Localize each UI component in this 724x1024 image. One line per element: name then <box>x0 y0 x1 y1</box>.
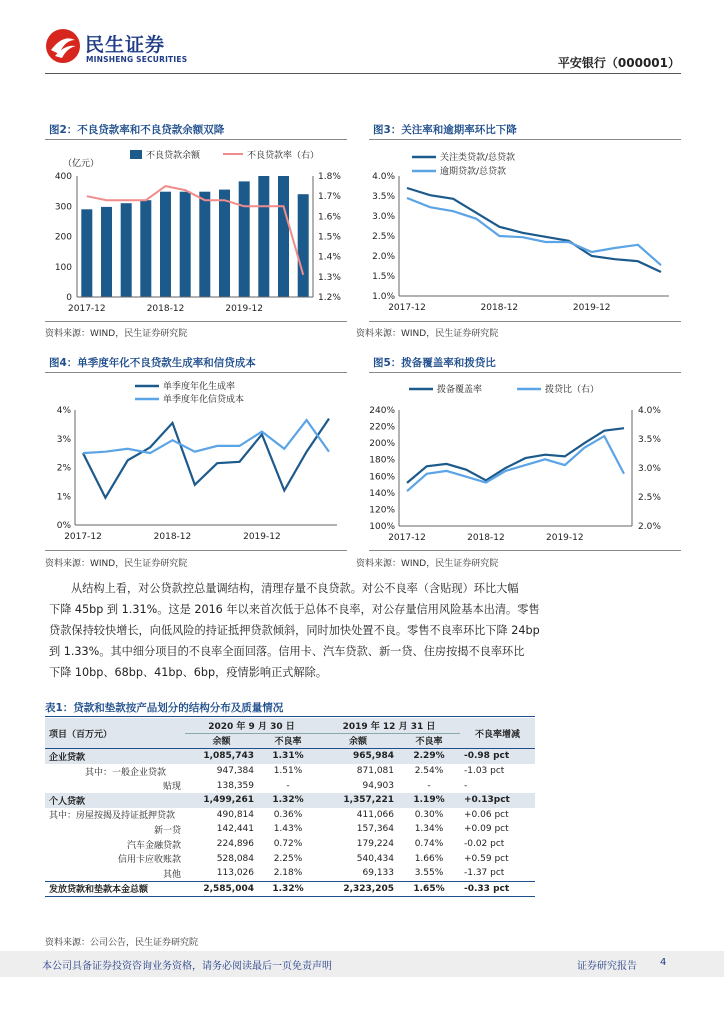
fig5-bottom-rule <box>369 550 681 551</box>
table-cell-item: 企业贷款 <box>49 752 86 763</box>
legend-label: 拨备覆盖率 <box>437 385 483 395</box>
table-cell-npl2: 0.74% <box>414 839 444 850</box>
y-left-tick-label: 400 <box>54 172 72 182</box>
y-right-tick-label: 1.3% <box>318 272 341 283</box>
header-change: 不良率增减 <box>474 729 520 740</box>
stock-name-code: 平安银行（000001） <box>557 56 680 70</box>
table-cell-bal1: 1,499,261 <box>203 795 254 806</box>
x-tick-label: 2019-12 <box>225 304 263 314</box>
fig2-chart <box>45 140 355 318</box>
footer-report-type: 证券研究报告 <box>577 961 637 972</box>
y-right-tick-label: 1.2% <box>318 293 341 303</box>
y-tick-label: 3% <box>56 434 71 445</box>
table-cell-npl2: 1.65% <box>413 883 445 894</box>
table-cell-bal1: 142,441 <box>216 824 254 835</box>
fig2-bar <box>239 181 250 297</box>
y-tick-label: 2.0% <box>372 252 395 262</box>
brand-logo <box>45 26 195 70</box>
table-cell-npl1: 1.43% <box>273 824 303 835</box>
y-right-tick-label: 3.5% <box>638 435 661 445</box>
y-right-tick-label: 1.8% <box>318 172 341 182</box>
y-tick-label: 0% <box>56 521 71 531</box>
fig2-title: 图2：不良贷款率和不良贷款余额双降 <box>49 124 225 136</box>
table-cell-chg: +0.09 pct <box>464 824 509 835</box>
table-cell-bal1: 947,384 <box>216 766 254 777</box>
table-title: 表1：贷款和垫款按产品划分的结构分布及质量情况 <box>45 702 284 714</box>
header-divider <box>45 73 681 74</box>
x-tick-label: 2018-12 <box>153 532 192 542</box>
table-cell-npl1: 1.31% <box>272 751 304 762</box>
y-left-tick-label: 240% <box>369 406 395 416</box>
fig4-series-line-1 <box>83 420 329 453</box>
fig3-chart <box>357 140 681 318</box>
y-tick-label: 1.5% <box>372 272 395 282</box>
y-right-tick-label: 2.0% <box>638 522 661 532</box>
table-header-row <box>45 718 535 733</box>
header-period1: 2020 年 9 月 30 日 <box>185 718 318 733</box>
table-cell-item: 信用卡应收账款 <box>117 855 181 866</box>
table-cell-bal1: 224,896 <box>216 839 254 850</box>
table-row <box>45 793 535 808</box>
paragraph-line: 下降 45bp 到 1.31%。这是 2016 年以来首次低于总体不良率，对公存量信用风险基本出清。零售 <box>49 603 540 616</box>
x-tick-label: 2017-12 <box>68 304 106 314</box>
loan-quality-table <box>45 718 535 897</box>
table-cell-npl2: 2.54% <box>414 766 444 777</box>
y-tick-label: 2% <box>56 463 71 474</box>
fig3-series-line-0 <box>407 188 661 272</box>
x-tick-label: 2017-12 <box>64 532 102 542</box>
fig5-title: 图5：拨备覆盖率和拨贷比 <box>373 357 496 369</box>
table-title-rule <box>45 716 535 717</box>
table-cell-npl1: 0.72% <box>273 839 303 850</box>
logo-text-cn: 民生证券 <box>85 34 166 56</box>
table-cell-bal2: 1,357,221 <box>343 795 394 806</box>
table-cell-bal2: 94,903 <box>362 780 394 791</box>
table-cell-bal2: 965,984 <box>353 751 394 762</box>
y-left-tick-label: 180% <box>369 455 395 466</box>
y-left-tick-label: 300 <box>54 202 72 213</box>
table-cell-chg: -1.37 pct <box>464 868 505 879</box>
fig4-series-line-0 <box>83 419 329 498</box>
table-cell-bal1: 528,084 <box>216 853 254 864</box>
page-footer <box>0 951 724 977</box>
fig3-source: 资料来源：WIND，民生证券研究院 <box>356 329 499 339</box>
sub-balance1: 余额 <box>212 737 231 748</box>
fig2-npl-rate-line <box>87 186 303 275</box>
y-tick-label: 4% <box>56 406 71 416</box>
legend-label: 单季度年化信贷成本 <box>163 395 245 405</box>
sub-npl2: 不良率 <box>415 737 443 748</box>
table-cell-npl2: 1.66% <box>414 853 444 864</box>
fig4-title: 图4：单季度年化不良贷款生成率和信贷成本 <box>49 357 256 369</box>
table-row <box>45 881 535 897</box>
fig5-series-line-0 <box>407 428 624 483</box>
table-cell-item: 新一贷 <box>153 825 181 836</box>
sub-balance2: 余额 <box>348 737 367 748</box>
y-right-tick-label: 1.4% <box>318 252 341 263</box>
footer-page-number: 4 <box>660 957 667 968</box>
fig2-bar <box>81 209 92 297</box>
y-right-tick-label: 3.0% <box>638 464 661 474</box>
table-cell-bal2: 411,066 <box>356 809 394 820</box>
y-right-tick-label: 1.7% <box>318 192 341 203</box>
table-cell-npl1: - <box>286 780 290 791</box>
header-item: 项目（百万元） <box>49 729 113 740</box>
y-right-tick-label: 4.0% <box>638 406 661 416</box>
fig2-bar <box>199 192 210 297</box>
y-right-tick-label: 2.5% <box>638 493 661 503</box>
fig2-unit-label: （亿元） <box>63 159 100 169</box>
table-cell-npl2: 2.29% <box>413 751 445 762</box>
footer-disclaimer: 本公司具备证券投资咨询业务资格，请务必阅读最后一页免责声明 <box>42 961 332 972</box>
y-right-tick-label: 1.5% <box>318 232 341 243</box>
table-cell-chg: -0.02 pct <box>464 839 505 850</box>
table-cell-item: 其他 <box>162 869 181 880</box>
fig2-bar <box>101 207 112 297</box>
table-cell-chg: +0.06 pct <box>464 809 509 820</box>
legend-label: 关注类贷款/总贷款 <box>440 153 516 163</box>
fig4-source: 资料来源：WIND，民生证券研究院 <box>45 559 188 569</box>
paragraph-line: 从结构上看，对公贷款控总量调结构，清理存量不良贷款。对公不良率（含贴现）环比大幅 <box>71 582 519 595</box>
table-cell-chg: +0.13pct <box>464 795 510 806</box>
sub-npl1: 不良率 <box>274 737 302 748</box>
fig2-bar <box>180 192 191 297</box>
fig2-bar <box>121 203 132 297</box>
x-tick-label: 2019-12 <box>572 303 611 313</box>
logo-emblem-icon <box>45 28 81 64</box>
y-left-tick-label: 220% <box>369 422 395 433</box>
table-cell-item: 汽车金融贷款 <box>126 840 181 851</box>
y-tick-label: 1% <box>56 492 71 503</box>
y-tick-label: 3.5% <box>372 192 395 202</box>
table-cell-bal2: 540,434 <box>356 853 394 864</box>
table-cell-npl1: 2.18% <box>273 868 303 879</box>
legend-label: 单季度年化生成率 <box>163 382 236 392</box>
table-source: 资料来源：公司公告，民生证券研究院 <box>45 938 199 948</box>
table-cell-npl2: - <box>427 780 431 791</box>
table-row <box>45 866 535 881</box>
paragraph-line: 贷款保持较快增长，向低风险的持证抵押贷款倾斜，同时加快处置不良。零售不良率环比下降 24bp <box>49 624 540 637</box>
x-tick-label: 2019-12 <box>546 533 584 543</box>
table-cell-chg: -0.33 pct <box>464 883 510 894</box>
table-row <box>45 822 535 837</box>
table-row <box>45 764 535 779</box>
fig4-chart <box>45 373 355 551</box>
table-cell-bal2: 179,224 <box>356 839 394 850</box>
table-cell-bal2: 157,364 <box>356 824 394 835</box>
fig2-bottom-rule <box>45 321 347 322</box>
table-cell-npl2: 1.19% <box>413 795 445 806</box>
x-tick-label: 2017-12 <box>388 533 426 543</box>
fig4-bottom-rule <box>45 550 347 551</box>
table-cell-npl1: 0.36% <box>273 809 303 820</box>
table-row <box>45 851 535 866</box>
fig3-bottom-rule <box>369 321 681 322</box>
table-cell-npl2: 3.55% <box>414 868 444 879</box>
legend-label: 拨贷比（右） <box>545 385 600 395</box>
table-cell-bal1: 490,814 <box>216 809 254 820</box>
table-cell-chg: - <box>464 780 468 791</box>
logo-text-en: MINSHENG SECURITIES <box>86 55 188 64</box>
header-period2: 2019 年 12 月 31 日 <box>318 718 460 733</box>
y-left-tick-label: 160% <box>369 472 395 483</box>
y-tick-label: 1.0% <box>372 292 395 302</box>
legend-label: 逾期贷款/总贷款 <box>440 167 507 177</box>
fig2-bar <box>298 194 309 297</box>
table-cell-item: 贴现 <box>162 782 181 793</box>
legend-label: 不良贷款余额 <box>146 151 201 161</box>
table-cell-bal2: 871,081 <box>356 766 394 777</box>
table-cell-bal1: 113,026 <box>216 868 254 879</box>
analysis-paragraph <box>49 578 679 683</box>
fig2-bar <box>140 200 151 297</box>
legend-label: 不良贷款率（右） <box>247 151 320 161</box>
table-row <box>45 778 535 793</box>
table-cell-npl2: 1.34% <box>414 824 444 835</box>
table-cell-chg: -0.98 pct <box>464 751 510 762</box>
table-cell-item: 个人贷款 <box>49 796 86 807</box>
paragraph-line: 下降 10bp、68bp、41bp、6bp，疫情影响正式解除。 <box>49 666 328 679</box>
x-tick-label: 2017-12 <box>388 303 426 313</box>
x-tick-label: 2018-12 <box>480 303 519 313</box>
fig3-title: 图3：关注率和逾期率环比下降 <box>373 124 517 136</box>
table-cell-npl2: 0.30% <box>414 809 444 820</box>
table-cell-chg: +0.59 pct <box>464 853 509 864</box>
table-row <box>45 837 535 852</box>
x-tick-label: 2018-12 <box>467 533 505 543</box>
table-cell-bal2: 2,323,205 <box>343 883 394 894</box>
fig2-source: 资料来源：WIND，民生证券研究院 <box>45 329 188 339</box>
y-tick-label: 4.0% <box>372 172 395 182</box>
table-cell-chg: -1.03 pct <box>464 766 505 777</box>
table-cell-item: 发放贷款和垫款本金总额 <box>49 885 149 896</box>
table-row <box>45 808 535 823</box>
table-cell-item: 其中：房屋按揭及持证抵押贷款 <box>49 811 176 822</box>
table-cell-bal2: 69,133 <box>362 868 394 879</box>
table-cell-npl1: 1.51% <box>273 766 303 777</box>
y-left-tick-label: 200 <box>54 232 72 243</box>
x-tick-label: 2019-12 <box>243 532 281 542</box>
y-left-tick-label: 200% <box>369 439 395 450</box>
y-left-tick-label: 120% <box>369 505 395 516</box>
table-cell-npl1: 1.32% <box>272 795 304 806</box>
paragraph-line: 到 1.33%。其中细分项目的不良率全面回落。信用卡、汽车贷款、新一贷、住房按揭不良率环比 <box>49 645 525 658</box>
legend-bar-swatch <box>130 150 142 159</box>
fig5-source: 资料来源：WIND，民生证券研究院 <box>356 559 499 569</box>
y-right-tick-label: 1.6% <box>318 212 341 223</box>
fig2-bar <box>160 192 171 297</box>
fig2-bar <box>219 190 230 297</box>
table-cell-npl1: 2.25% <box>273 853 303 864</box>
table-cell-item: 其中：一般企业贷款 <box>85 767 167 778</box>
table-cell-bal1: 1,085,743 <box>203 751 254 762</box>
y-tick-label: 2.5% <box>372 232 395 242</box>
x-tick-label: 2018-12 <box>146 304 185 314</box>
y-left-tick-label: 100 <box>54 262 72 273</box>
y-tick-label: 3.0% <box>372 212 395 222</box>
fig2-bar <box>278 176 289 297</box>
table-cell-npl1: 1.32% <box>272 883 304 894</box>
y-left-tick-label: 0 <box>66 293 72 303</box>
table-cell-bal1: 2,585,004 <box>203 883 254 894</box>
fig5-chart <box>357 373 681 551</box>
fig2-bar <box>258 176 269 297</box>
y-left-tick-label: 100% <box>369 522 395 532</box>
y-left-tick-label: 140% <box>369 488 395 499</box>
table-row <box>45 749 535 764</box>
fig3-series-line-1 <box>407 198 661 265</box>
table-cell-bal1: 138,359 <box>216 780 254 791</box>
